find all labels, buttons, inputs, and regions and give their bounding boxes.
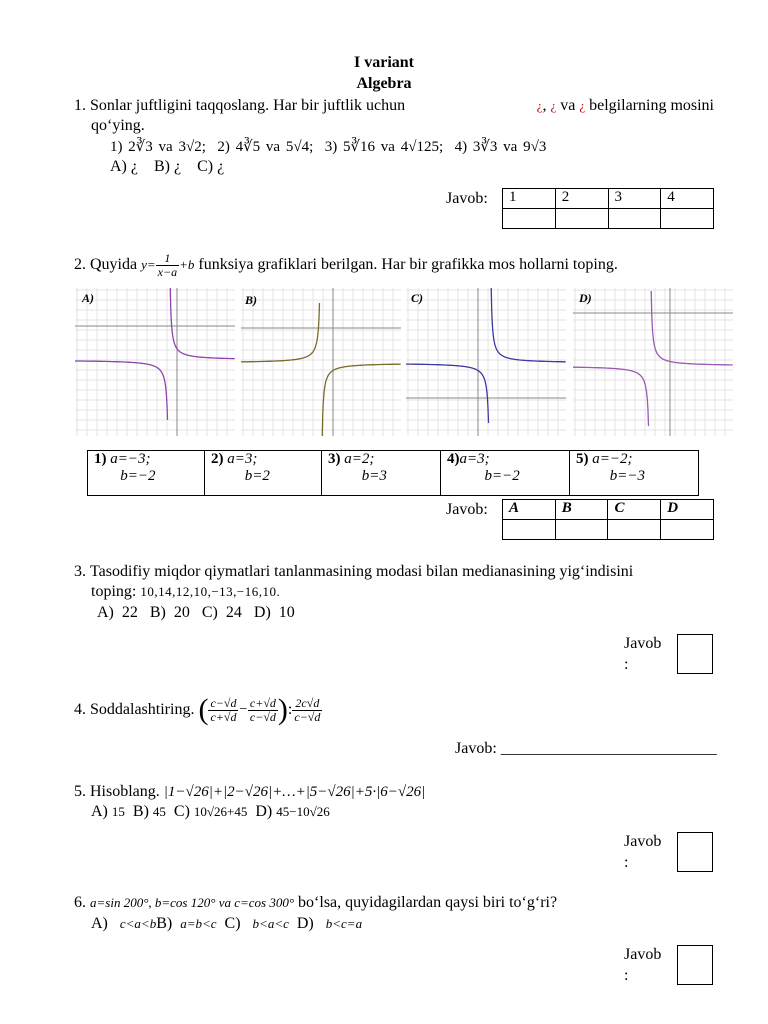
q3-answer-label: Javob <box>624 635 662 652</box>
q3-answer-colon: : <box>624 656 629 673</box>
q1-item-1: 1) 2∛3 va 3√2; <box>110 139 206 155</box>
q2-formula-fraction: $\frac{1}{x-a}$ <box>157 251 178 279</box>
q5-line: 5. Hisoblang. |1−√26|+|2−√26|+…+|5−√26|+5·|6−√26| <box>74 783 426 800</box>
hyperbola-left-branch <box>573 367 649 426</box>
q1-answer-header-3: 3 <box>608 189 661 209</box>
q2-answer-header-d: D <box>661 500 714 520</box>
q5-expression: |1−√26|+|2−√26|+…+|5−√26|+5·|6−√26| <box>163 784 426 800</box>
hyperbola-right-branch <box>170 288 235 359</box>
q5-answer-label: Javob <box>624 833 662 850</box>
q3-options: A) 22 B) 20 C) 24 D) 10 <box>97 604 295 621</box>
q3-line2: toping: 10,14,12,10,−13,−16,10. <box>91 583 281 600</box>
q3-answer-box[interactable] <box>677 634 713 674</box>
q1-item-4: 4) 3∛3 va 9√3 <box>454 139 547 155</box>
q2-cases-table <box>87 450 699 496</box>
q1-answer-cell-1[interactable] <box>503 209 556 229</box>
q2-answer-header-b: B <box>555 500 608 520</box>
q6-condition: a=sin 200°, b=cos 120° va c=cos 300° <box>90 895 295 910</box>
q1-items <box>110 137 546 156</box>
q1-item-3: 3) 5∛16 va 4√125; <box>324 139 444 155</box>
q2-answer-label: Javob: <box>446 501 488 518</box>
q3-values: 10,14,12,10,−13,−16,10. <box>140 584 281 599</box>
graph-b <box>241 288 401 436</box>
q1-answer-cell-3[interactable] <box>608 209 661 229</box>
q5-answer-box[interactable] <box>677 832 713 872</box>
graph-label-d: D) <box>579 291 592 305</box>
q4-line: 4. Soddalashtiring. ( $\frac{c-√d}{c+√d}$ − $\frac{c+√d}{c-√d}$ ) : $\frac{2c√d}{c-√d}$ <box>74 693 321 726</box>
q1-options <box>110 158 224 176</box>
hyperbola-right-branch <box>651 291 733 365</box>
q5-answer-colon: : <box>624 854 629 871</box>
q4-fraction-1: $\frac{c-√d}{c+√d}$ <box>210 695 237 724</box>
q2-case-3: 3) a=2; b=3 <box>322 451 441 496</box>
q1-line1: 1. Sonlar juftligini taqqoslang. Har bir juftlik uchun ¿, ¿ va ¿ belgilarning mosini <box>74 97 714 114</box>
q2-line: 2. Quyida y= $\frac{1}{x-a}$ +b funksiya grafiklari berilgan. Har bir grafikka mos hollarni toping. <box>74 251 618 279</box>
q4-answer-line[interactable]: Javob: ___________________________ <box>455 740 717 757</box>
graph-label-a: A) <box>82 291 94 305</box>
graph-a <box>75 288 235 436</box>
q1-option-b: B) ¿ <box>153 158 182 175</box>
graph-c <box>406 288 566 436</box>
subject-title: Algebra <box>356 75 412 92</box>
q5-options: A) 15 B) 45 C) 10√26+45 D) 45−10√26 <box>91 803 330 820</box>
q2-case-5: 5) a=−2; b=−3 <box>570 451 699 496</box>
q2-answer-table <box>502 499 714 540</box>
q1-answer-table <box>502 188 714 229</box>
q2-formula-lhs: y= <box>141 257 156 273</box>
q2-answer-cell-a[interactable] <box>503 520 556 540</box>
q2-answer-cell-b[interactable] <box>555 520 608 540</box>
graph-d <box>573 288 733 436</box>
q1-answer-label: Javob: <box>446 190 488 207</box>
q1-answer-header-4: 4 <box>661 189 714 209</box>
q1-option-a: A) ¿ <box>110 158 138 175</box>
q1-line2: qo‘ying. <box>91 117 145 134</box>
q2-answer-cell-d[interactable] <box>661 520 714 540</box>
q4-fraction-2: $\frac{c+√d}{c-√d}$ <box>249 695 276 724</box>
q6-line: 6. a=sin 200°, b=cos 120° va c=cos 300° bo‘lsa, quyidagilardan qaysi biri to‘g‘ri? <box>74 894 558 911</box>
q2-case-4: 4)a=3; b=−2 <box>441 451 570 496</box>
variant-title: I variant <box>354 54 414 71</box>
q6-answer-colon: : <box>624 967 629 984</box>
graph-label-b: B) <box>245 293 257 307</box>
q2-case-2: 2) a=3; b=2 <box>205 451 322 496</box>
q1-item-2: 2) 4∛5 va 5√4; <box>217 139 314 155</box>
q1-answer-cell-4[interactable] <box>661 209 714 229</box>
q1-answer-cell-2[interactable] <box>555 209 608 229</box>
q6-answer-label: Javob <box>624 946 662 963</box>
q6-options: A) c<a<bB) a=b<c C) b<a<c D) b<c=a <box>91 915 363 932</box>
q1-option-c: C) ¿ <box>197 158 225 175</box>
q2-answer-header-c: C <box>608 500 661 520</box>
q6-answer-box[interactable] <box>677 945 713 985</box>
q4-fraction-3: $\frac{2c√d}{c-√d}$ <box>294 695 321 724</box>
graph-label-c: C) <box>411 291 423 305</box>
q2-case-1: 1) a=−3; b=−2 <box>88 451 205 496</box>
q2-answer-cell-c[interactable] <box>608 520 661 540</box>
q1-answer-header-2: 2 <box>555 189 608 209</box>
q2-answer-header-a: A <box>503 500 556 520</box>
q1-answer-header-1: 1 <box>503 189 556 209</box>
q3-line1: 3. Tasodifiy miqdor qiymatlari tanlanmasining modasi bilan medianasining yig‘indisini <box>74 563 634 580</box>
